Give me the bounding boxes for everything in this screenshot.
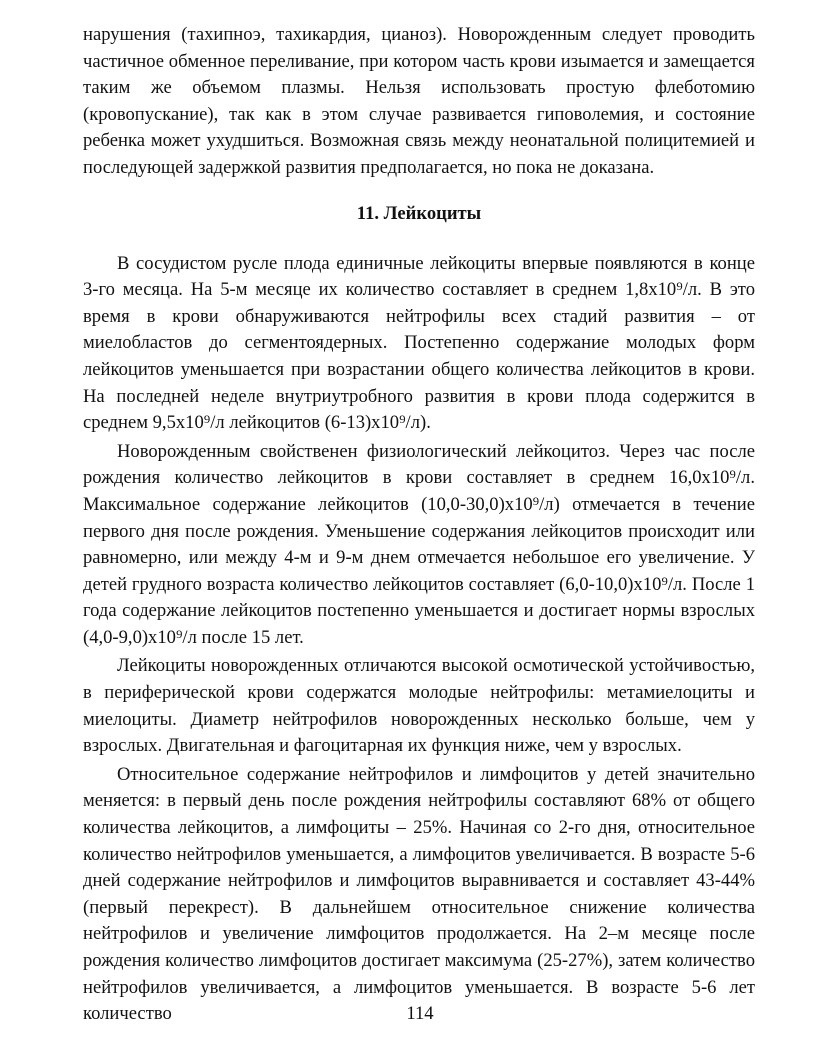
body-paragraph: Лейкоциты новорожденных отличаются высокой осмотической устойчивостью, в периферической крови содержатся молодые нейтрофилы: метамиелоциты и миелоциты. Диаметр нейтрофилов новорожденных несколько больше, чем у взрослых. Двигательная и фагоцитарная их функция ниже, чем у взрослых. — [83, 655, 755, 757]
body-paragraph: Относительное содержание нейтрофилов и лимфоцитов у детей значительно меняется: в первый день после рождения нейтрофилы составляют 68% от общего количества лейкоцитов, а лимфоциты – 25%. Начиная со 2-го дня, относительное количество нейтрофилов уменьшается, а лимфоцитов увеличивается. В возрасте 5-6 дней содержание нейтрофилов и лимфоцитов выравнивается и составляет 43-44% (первый перекрест). В дальнейшем относительное снижение количества нейтрофилов и увеличение лимфоцитов продолжается. На 2–м месяце после рождения количество лимфоцитов достигает максимума (25-27%), затем количество нейтрофилов увеличивается, а лимфоцитов уменьшается. В возрасте 5-6 лет количество — [83, 763, 755, 1025]
document-page — [83, 22, 755, 1030]
body-paragraph: В сосудистом русле плода единичные лейкоциты впервые появляются в конце 3-го месяца. На 5-м месяце их количество составляет в среднем 1,8x10⁹/л. В это время в крови обнаруживаются нейтрофилы всех стадий развития – от миелобластов до сегментоядерных. Постепенно содержание молодых форм лейкоцитов уменьшается при возрастании общего количества лейкоцитов в крови. На последней неделе внутриутробного развития в крови плода содержится в среднем 9,5x10⁹/л лейкоцитов (6-13)x10⁹/л). — [83, 252, 755, 434]
body-paragraph: Новорожденным свойственен физиологический лейкоцитоз. Через час после рождения количество лейкоцитов в крови составляет в среднем 16,0x10⁹/л. Максимальное содержание лейкоцитов (10,0-30,0)x10⁹/л) отмечается в течение первого дня после рождения. Уменьшение содержания лейкоцитов происходит или равномерно, или между 4-м и 9-м днем отмечается небольшое его увеличение. У детей грудного возраста количество лейкоцитов составляет (6,0-10,0)x10⁹/л. После 1 года содержание лейкоцитов постепенно уменьшается и достигает нормы взрослых (4,0-9,0)x10⁹/л после 15 лет. — [83, 440, 755, 648]
intro-paragraph: нарушения (тахипноэ, тахикардия, цианоз). Новорожденным следует проводить частичное обменное переливание, при котором часть крови изымается и замещается таким же объемом плазмы. Нельзя использовать простую флеботомию (кровопускание), так как в этом случае развивается гиповолемия, и состояние ребенка может ухудшиться. Возможная связь между неонатальной полицитемией и последующей задержкой развития предполагается, но пока не доказана. — [83, 24, 755, 178]
section-heading: 11. Лейкоциты — [356, 202, 482, 224]
page-number: 114 — [406, 1003, 434, 1024]
